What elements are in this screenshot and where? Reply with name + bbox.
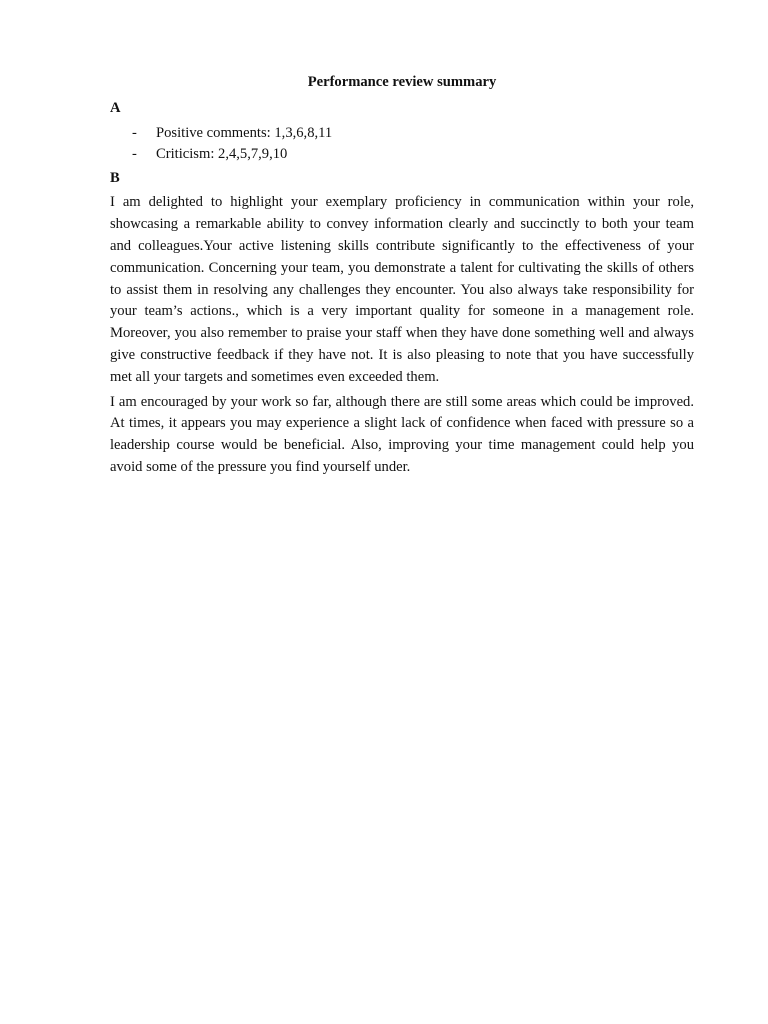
document-title: Performance review summary [307, 74, 497, 90]
list-bullet: - [132, 124, 137, 141]
document-page [110, 72, 694, 482]
list-item-text: Positive comments: 1,3,6,8,11 [156, 124, 333, 141]
section-b-label: B [110, 169, 120, 186]
section-a-label: A [110, 99, 121, 116]
paragraph: I am delighted to highlight your exemplary proficiency in communication within your role, showcasing a remarkable ability to convey information clearly and succinctly to both your team and colleagues.Your active listening skills contribute significantly to the effectiveness of your communication. Concerning your team, you demonstrate a talent for cultivating the skills of others to assist them in resolving any challenges they encounter. You also always take responsibility for your team’s actions., which is a very important quality for someone in a management role. Moreover, you also remember to praise your staff when they have done something well and always give constructive feedback if they have not. It is also pleasing to note that you have successfully met all your targets and sometimes even exceeded them. [110, 194, 694, 385]
paragraph: I am encouraged by your work so far, although there are still some areas which could be improved. At times, it appears you may experience a slight lack of confidence when faced with pressure so a leadership course would be beneficial. Also, improving your time management could help you avoid some of the pressure you find yourself under. [110, 393, 694, 475]
section-a-list [110, 123, 694, 166]
list-bullet: - [132, 146, 137, 163]
list-item [110, 144, 694, 166]
list-item-text: Criticism: 2,4,5,7,9,10 [156, 146, 288, 163]
list-item [110, 123, 694, 145]
